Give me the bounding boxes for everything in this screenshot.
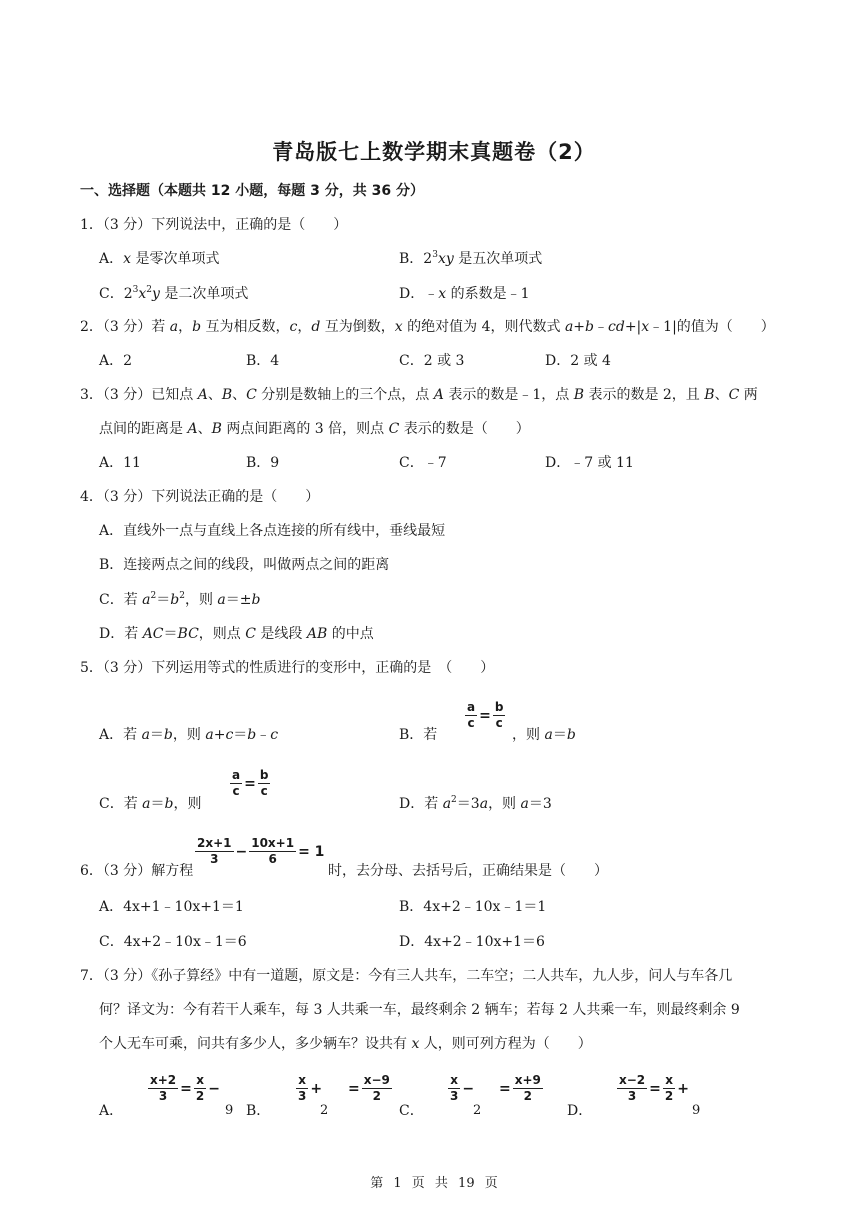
question-7-option-b-tail: 2 (320, 1103, 329, 1118)
question-1-option-c: C．$2^3x^2y$ 是二次单项式 (99, 285, 249, 302)
question-7-option-d-equation: $\frac{x-2}{3}$ = $\frac{x}{2}$ + (619, 1073, 689, 1103)
question-7-option-c-label: C． (399, 1103, 424, 1119)
question-6-option-a: A．4x+1﹣10x+1＝1 (99, 899, 244, 915)
question-3-stem-line-1: 3．（3 分）已知点 A、B、C 分别是数轴上的三个点，点 A 表示的数是﹣1，点 B 表示的数是 2，且 B、C 两 (80, 387, 758, 403)
question-7-option-a-label: A． (99, 1103, 124, 1119)
question-7-option-a-equation: $\frac{x+2}{3}$ = $\frac{x}{2}$ − (150, 1073, 220, 1103)
question-7-option-c-right: = $\frac{x+9}{2}$ (499, 1073, 541, 1103)
question-6-option-c: C．4x+2﹣10x﹣1＝6 (99, 934, 247, 950)
question-2-stem: 2．（3 分）若 a，b 互为相反数，c，d 互为倒数，x 的绝对值为 4，则代数式 a+b﹣cd+|x﹣1|的值为（ ） (80, 319, 775, 335)
question-7-stem-line-2: 何？译文为：今有若干人乘车，每 3 人共乘一车，最终剩余 2 辆车；若每 2 人共乘一车，则最终剩余 9 (99, 1002, 740, 1018)
question-7-option-c-left: $\frac{x}{3}$ − (450, 1073, 475, 1103)
question-7-option-d-label: D． (567, 1103, 593, 1119)
question-7-stem-line-3: 个人无车可乘，问共有多少人，多少辆车？设共有 x 人，则可列方程为（ ） (99, 1036, 592, 1052)
question-5-option-d: D．若 $a^2=3a$，则 a＝3 (399, 795, 552, 812)
question-6-stem-pre: 6．（3 分）解方程 (80, 863, 194, 879)
question-6-equation: $\frac{2x+1}{3}$ − $\frac{10x+1}{6}$ = 1 (197, 836, 325, 866)
question-4-option-b: B．连接两点之间的线段，叫做两点之间的距离 (99, 557, 390, 573)
question-5-option-b-label: B．若 (399, 727, 438, 743)
question-2-option-c: C．2 或 3 (399, 353, 465, 369)
question-7-option-a-tail: 9 (225, 1103, 234, 1118)
section-heading: 一、选择题（本题共 12 小题，每题 3 分，共 36 分） (80, 183, 424, 199)
question-7-option-b-right: = $\frac{x-9}{2}$ (348, 1073, 390, 1103)
question-5-option-b-tail: ，则 a＝b (512, 727, 576, 743)
question-3-stem-line-2: 点间的距离是 A、B 两点间距离的 3 倍，则点 C 表示的数是（ ） (99, 421, 530, 437)
question-2-option-b: B．4 (246, 353, 280, 369)
question-5-option-c-equation: $\frac{a}{c}$ = $\frac{b}{c}$ (232, 768, 269, 798)
question-7-option-b-left: $\frac{x}{3}$ + (298, 1073, 323, 1103)
question-4-option-d: D．若 AC＝BC，则点 C 是线段 AB 的中点 (99, 626, 374, 642)
question-6-option-d: D．4x+2﹣10x+1＝6 (399, 934, 545, 950)
question-2-option-a: A．2 (99, 353, 133, 369)
question-3-option-b: B．9 (246, 455, 280, 471)
question-5-stem: 5．（3 分）下列运用等式的性质进行的变形中，正确的是 （ ） (80, 660, 495, 676)
question-4-stem: 4．（3 分）下列说法正确的是（ ） (80, 489, 320, 505)
question-4-option-a: A．直线外一点与直线上各点连接的所有线中，垂线最短 (99, 523, 446, 539)
question-1-option-b: B．$2^3xy$ 是五次单项式 (399, 250, 543, 267)
question-5-option-c-label: C．若 a＝b，则 (99, 796, 202, 812)
question-7-option-b-label: B． (246, 1103, 271, 1119)
question-5-option-a: A．若 a＝b，则 a+c＝b﹣c (99, 727, 279, 743)
question-4-option-c: C．若 $a^2=b^2$，则 a＝±b (99, 591, 261, 608)
question-1-option-a: A．x 是零次单项式 (99, 251, 220, 267)
page-footer: 第 1 页 共 19 页 (370, 1176, 498, 1191)
question-1-option-d: D．﹣x 的系数是﹣1 (399, 286, 530, 302)
page-title: 青岛版七上数学期末真题卷（2） (272, 140, 596, 164)
question-6-stem-post: 时，去分母、去括号后，正确结果是（ ） (328, 863, 608, 879)
question-3-option-a: A．11 (99, 455, 141, 471)
question-3-option-c: C．﹣7 (399, 455, 447, 471)
question-7-option-c-tail: 2 (473, 1103, 482, 1118)
question-6-option-b: B．4x+2﹣10x﹣1＝1 (399, 899, 547, 915)
question-5-option-b-equation: $\frac{a}{c}$ = $\frac{b}{c}$ (467, 700, 504, 730)
question-2-option-d: D．2 或 4 (545, 353, 611, 369)
question-7-stem-line-1: 7．（3 分）《孙子算经》中有一道题，原文是：今有三人共车，二车空；二人共车，九人步，问人与车各几 (80, 968, 733, 984)
question-1-stem: 1．（3 分）下列说法中，正确的是（ ） (80, 217, 348, 233)
question-3-option-d: D．﹣7 或 11 (545, 455, 634, 471)
question-7-option-d-tail: 9 (692, 1103, 701, 1118)
